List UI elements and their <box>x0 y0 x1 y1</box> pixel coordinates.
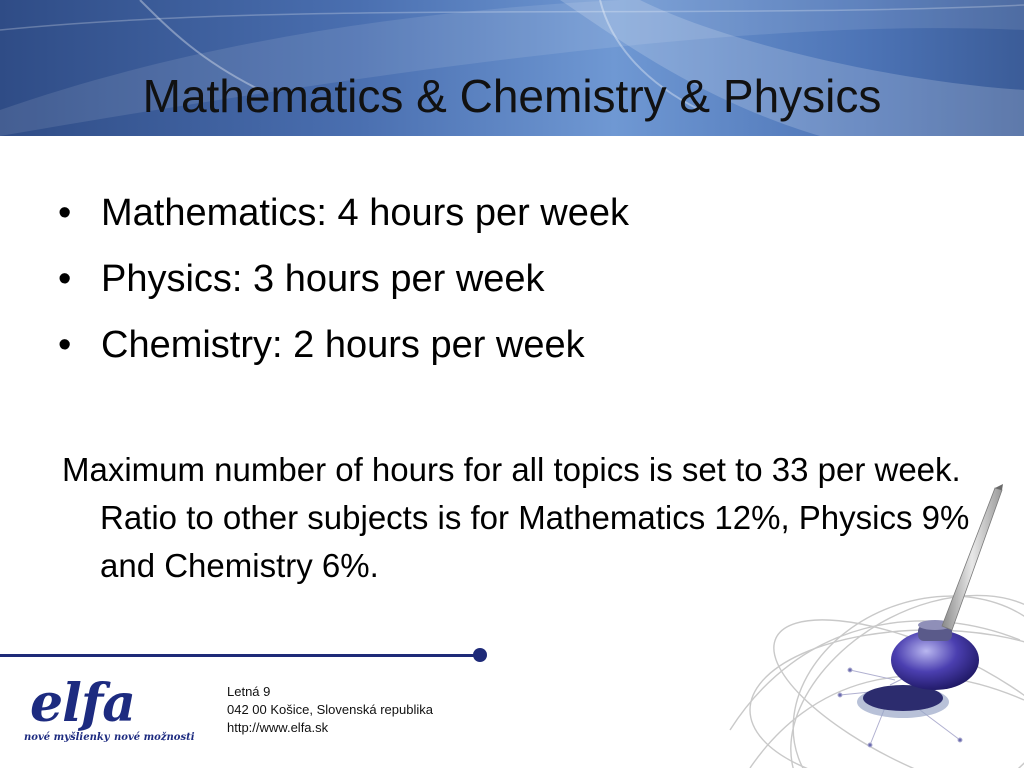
body-paragraph: Maximum number of hours for all topics is set to 33 per week. Ratio to other subjects is for Mathematics 12%, Physics 9% and Chemistry 6%. <box>62 451 970 584</box>
logo-tagline-right: nové možnosti <box>114 732 195 743</box>
bullet-text: Physics: 3 hours per week <box>101 258 545 300</box>
bullet-text: Chemistry: 2 hours per week <box>101 324 585 366</box>
footer-divider <box>0 654 476 657</box>
address-city: 042 00 Košice, Slovenská republika <box>227 702 433 717</box>
elfa-logo[interactable]: elfa <box>30 673 135 734</box>
slide-title: Mathematics & Chemistry & Physics <box>142 70 882 122</box>
bullet-item <box>58 315 978 381</box>
bullet-symbol: • <box>58 324 72 366</box>
bullet-item <box>58 249 978 315</box>
footer-divider-dot <box>473 648 487 662</box>
bullet-symbol: • <box>58 258 72 300</box>
bullet-list <box>58 183 978 381</box>
footer-address <box>227 683 433 737</box>
bullet-text: Mathematics: 4 hours per week <box>101 192 630 234</box>
bullet-item <box>58 183 978 249</box>
inkwell-quill-illustration <box>720 480 1024 768</box>
logo-tagline-left: nové myšlienky <box>24 732 110 743</box>
address-street: Letná 9 <box>227 684 271 699</box>
header-banner <box>0 0 1024 136</box>
address-website-link[interactable]: http://www.elfa.sk <box>227 720 329 735</box>
bullet-symbol: • <box>58 192 72 234</box>
